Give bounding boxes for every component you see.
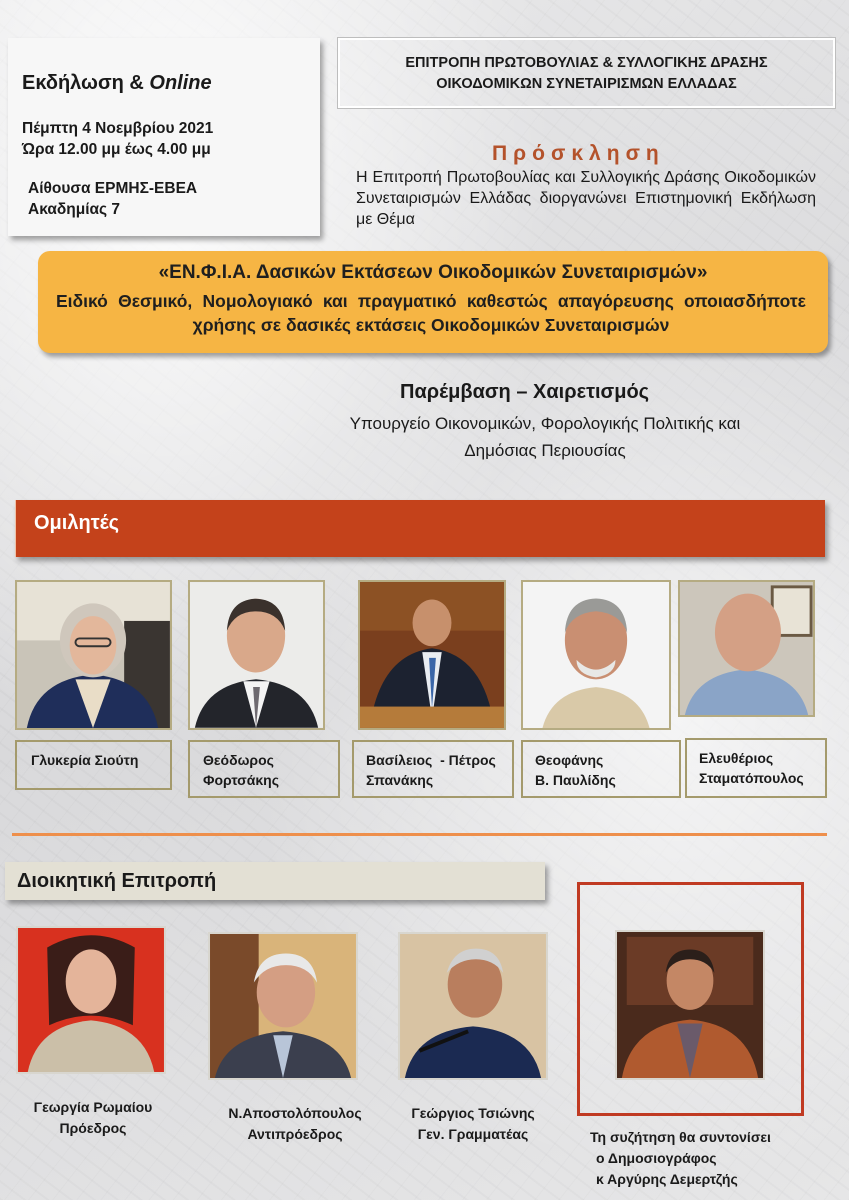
greeting-title: Παρέμβαση – Χαιρετισμός [400,381,650,403]
board-photo-1 [16,926,166,1074]
moderator-line-1: Τη συζήτηση θα συντονίσει [590,1129,771,1145]
board-photo-2 [208,932,358,1080]
organizer-box [338,38,835,108]
portrait-woman-glasses [17,582,170,728]
event-info-box [8,38,320,236]
speaker-last-name-5: Σταματόπουλος [699,770,804,786]
portrait-man-suit [190,582,323,728]
board-member-name-1: Γεωργία Ρωμαίου [33,1099,153,1115]
speaker-last-name-3: Σπανάκης [366,772,434,788]
board-caption-3 [398,1103,548,1145]
moderator-line-3: κ Αργύρης Δεμερτζής [596,1171,738,1187]
organizer-line-2: ΟΙΚΟΔΟΜΙΚΩΝ ΣΥΝΕΤΑΙΡΙΣΜΩΝ ΕΛΛΑΔΑΣ [436,76,737,92]
speaker-name-1: Γλυκερία Σιούτη [31,752,139,768]
board-heading-bar [5,862,545,900]
board-photo-3 [398,932,548,1080]
board-caption-2 [210,1103,380,1145]
event-hall: Αίθουσα ΕΡΜΗΣ-ΕΒΕΑ [28,180,198,197]
speaker-first-name-5: Ελευθέριος [699,750,774,766]
speakers-heading-bar [15,500,825,557]
invitation-text: Η Επιτροπή Πρωτοβουλίας και Συλλογικής Δράσης Οικοδομικών Συνεταιρισμών Ελλάδας διοργανώνει Επιστημονική Εκδήλωση με Θέμα [356,169,816,228]
speaker-last-name-2: Φορτσάκης [203,772,279,788]
portrait-elderly-man [680,582,813,715]
event-venue [28,178,197,220]
event-title: Εκδήλωση & Online [22,72,212,94]
topic-body: Ειδικό Θεσμικό, Νομολογιακό και πραγματικό καθεστώς απαγόρευσης οποιασδήποτε χρήσης σε δασικές εκτάσεις Οικοδομικών Συνεταιρισμών [56,291,806,335]
portrait-man-podium [360,582,504,728]
portrait-man-white-hair [210,934,356,1078]
invitation-title: Πρόσκληση [492,142,665,165]
board-heading: Διοικητική Επιτροπή [17,870,217,892]
greeting-text [280,410,810,464]
speaker-photo-4 [521,580,671,730]
board-caption-1 [18,1097,168,1139]
event-datetime [22,118,213,160]
board-member-role-1: Πρόεδρος [59,1120,127,1136]
event-address: Ακαδημίας 7 [28,201,121,218]
board-member-name-2: Ν.Αποστολόπουλος [228,1105,362,1121]
portrait-woman-red-background [18,928,164,1072]
section-divider [12,833,827,836]
greeting-line-1: Υπουργείο Οικονομικών, Φορολογικής Πολιτικής και [349,414,741,433]
speaker-name-box-2 [188,740,340,798]
speaker-photo-2 [188,580,325,730]
event-time: Ώρα 12.00 μμ έως 4.00 μμ [22,141,211,158]
moderator-photo [615,930,765,1080]
portrait-man-white-beard [523,582,669,728]
portrait-man-brown-jacket [617,932,763,1078]
speaker-name-box-5 [685,738,827,798]
speaker-last-name-4: Β. Παυλίδης [535,772,616,788]
speaker-first-name-4: Θεοφάνης [535,752,604,768]
speaker-name-box-4 [521,740,681,798]
board-member-role-3: Γεν. Γραμματέας [417,1126,529,1142]
moderator-caption [580,1127,800,1190]
speaker-first-name-3: Βασίλειος - Πέτρος [366,752,496,768]
speaker-name-box-3 [352,740,514,798]
board-member-role-2: Αντιπρόεδρος [247,1126,343,1142]
speaker-photo-3 [358,580,506,730]
organizer-line-1: ΕΠΙΤΡΟΠΗ ΠΡΩΤΟΒΟΥΛΙΑΣ & ΣΥΛΛΟΓΙΚΗΣ ΔΡΑΣΗΣ [405,55,768,71]
speaker-name-box-1 [15,740,172,790]
board-member-name-3: Γεώργιος Τσιώνης [411,1105,535,1121]
topic-heading: «ΕΝ.Φ.Ι.Α. Δασικών Εκτάσεων Οικοδομικών Συνεταιρισμών» [158,262,708,283]
moderator-line-2: ο Δημοσιογράφος [596,1150,717,1166]
topic-box [38,251,828,353]
speakers-heading: Ομιλητές [34,512,120,534]
event-date: Πέμπτη 4 Νοεμβρίου 2021 [22,120,214,137]
portrait-man-microphone [400,934,546,1078]
greeting-line-2: Δημόσιας Περιουσίας [464,441,626,460]
speaker-first-name-2: Θεόδωρος [203,752,274,768]
speaker-photo-5 [678,580,815,717]
speaker-photo-1 [15,580,172,730]
